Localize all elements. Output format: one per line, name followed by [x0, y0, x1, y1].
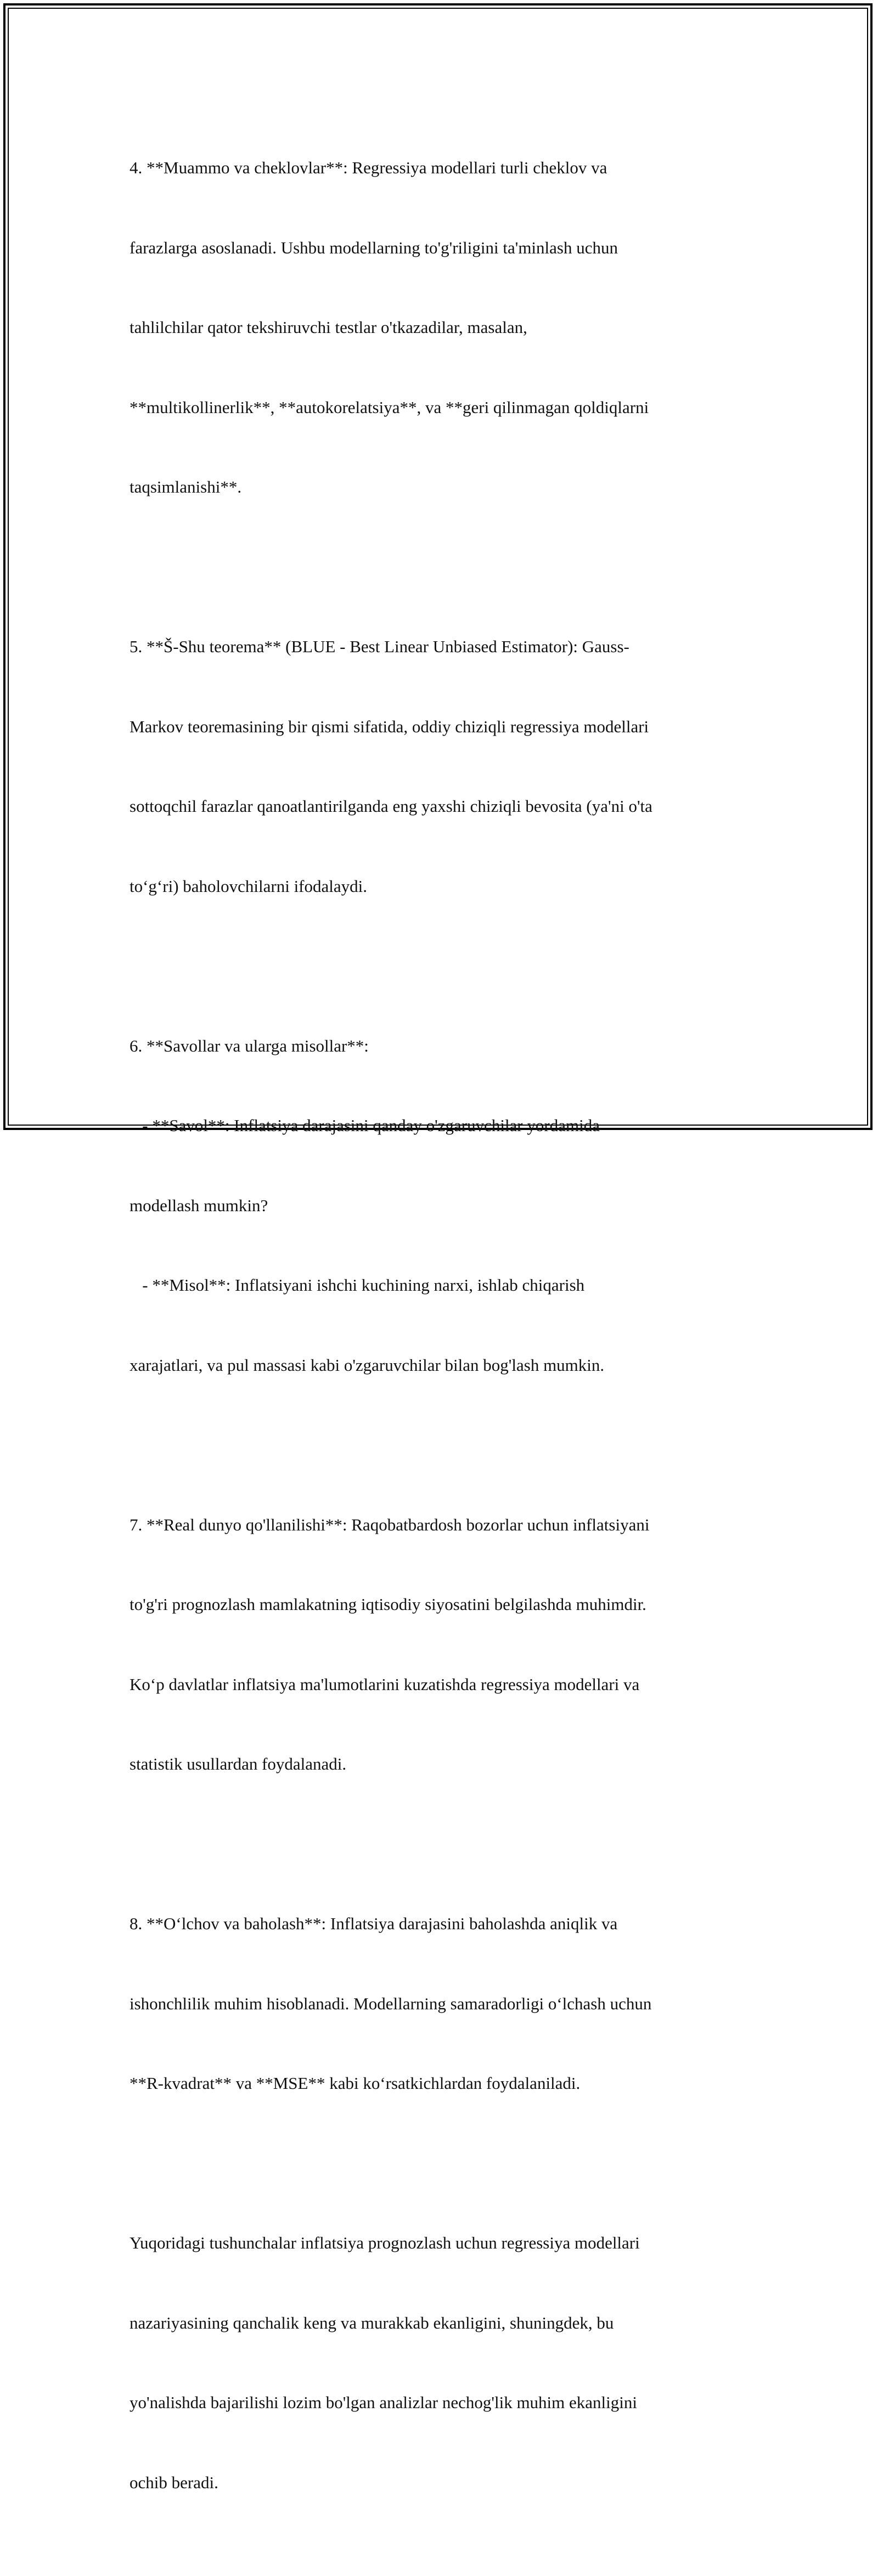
paragraph-item-7	[130, 1459, 755, 1831]
text-line: modellash mumkin?	[130, 1195, 268, 1215]
text-line: farazlarga asoslanadi. Ushbu modellarning to'g'riligini ta'minlash uchun	[130, 238, 618, 257]
text-line: 7. **Real dunyo qo'llanilishi**: Raqobatbardosh bozorlar uchun inflatsiyani	[130, 1515, 650, 1534]
paragraph-item-8	[130, 1857, 755, 2150]
text-line: 5. **Š-Shu teorema** (BLUE - Best Linear Unbiased Estimator): Gauss-	[130, 637, 629, 656]
paragraph-item-6	[130, 980, 755, 1432]
text-line: sottoqchil farazlar qanoatlantirilganda eng yaxshi chiziqli bevosita (ya'ni o'ta	[130, 796, 652, 816]
text-line: ishonchlilik muhim hisoblanadi. Modellarning samaradorligi o‘lchash uchun	[130, 1993, 652, 2013]
text-line: - **Misol**: Inflatsiyani ishchi kuchining narxi, ishlab chiqarish	[130, 1275, 585, 1295]
text-line: taqsimlanishi**.	[130, 477, 242, 496]
text-line: - **Savol**: Inflatsiya darajasini qanday o'zgaruvchilar yordamida	[130, 1116, 600, 1135]
text-line: Markov teoremasining bir qismi sifatida, oddiy chiziqli regressiya modellari	[130, 716, 649, 736]
text-line: Yuqoridagi tushunchalar inflatsiya prognozlash uchun regressiya modellari	[130, 2233, 640, 2252]
text-line: **R-kvadrat** va **MSE** kabi ko‘rsatkichlardan foydalaniladi.	[130, 2074, 581, 2093]
text-line: yo'nalishda bajarilishi lozim bo'lgan analizlar nechog'lik muhim ekanligini	[130, 2393, 638, 2412]
text-line: tahlilchilar qator tekshiruvchi testlar o'tkazadilar, masalan,	[130, 318, 527, 337]
text-line: **multikollinerlik**, **autokorelatsiya**, va **geri qilinmagan qoldiqlarni	[130, 397, 649, 417]
text-line: to'g'ri prognozlash mamlakatning iqtisodiy siyosatini belgilashda muhimdir.	[130, 1595, 646, 1614]
paragraph-item-4	[130, 101, 755, 554]
text-line: 4. **Muammo va cheklovlar**: Regressiya modellari turli cheklov va	[130, 158, 607, 177]
text-line: ochib beradi.	[130, 2472, 218, 2492]
text-line: 6. **Savollar va ularga misollar**:	[130, 1036, 369, 1055]
paragraph-item-5	[130, 580, 755, 953]
text-line: nazariyasining qanchalik keng va murakkab ekanligini, shuningdek, bu	[130, 2313, 614, 2332]
paragraph-conclusion	[130, 2177, 755, 2549]
text-line: xarajatlari, va pul massasi kabi o'zgaruvchilar bilan bog'lash mumkin.	[130, 1355, 605, 1375]
document-body	[130, 101, 755, 2576]
text-line: statistik usullardan foydalanadi.	[130, 1754, 347, 1773]
text-line: Ko‘p davlatlar inflatsiya ma'lumotlarini kuzatishda regressiya modellari va	[130, 1674, 640, 1694]
text-line: to‘g‘ri) baholovchilarni ifodalaydi.	[130, 876, 368, 896]
text-line: 8. **O‘lchov va baholash**: Inflatsiya darajasini baholashda aniqlik va	[130, 1914, 618, 1933]
